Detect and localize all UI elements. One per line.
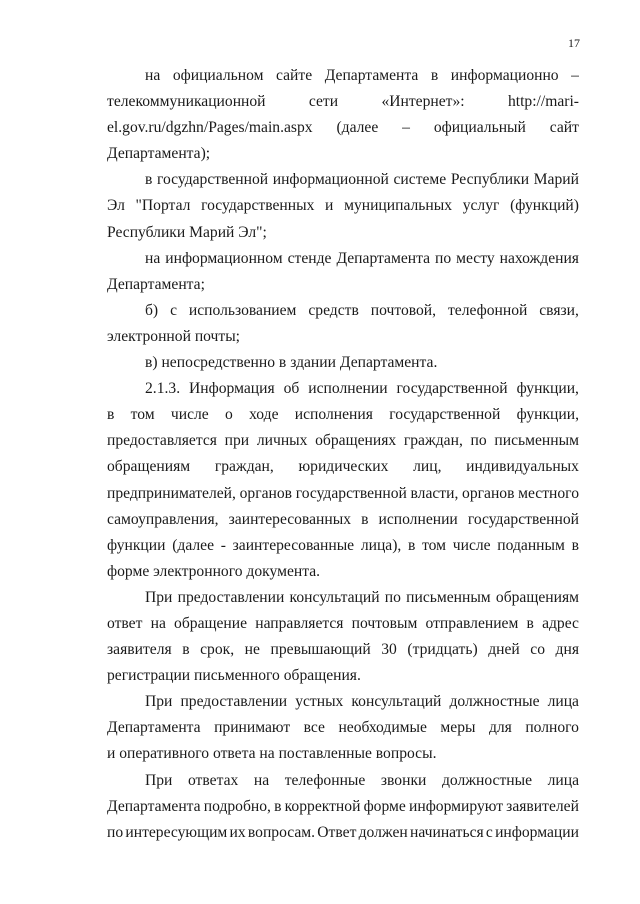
text-line: Департамента принимают все необходимые меры для полного [107,719,579,737]
text-line: и оперативного ответа на поставленные вопросы. [107,745,437,763]
text-line: в том числе о ходе исполнения государственной функции, [107,406,579,424]
page-number: 17 [568,36,580,50]
text-line: телекоммуникационной сети «Интернет»: http://mari- [107,93,579,111]
text-line: на официальном сайте Департамента в информационно – [145,67,579,84]
text-line: по интересующим их вопросам. Ответ должен начинаться с информации [107,823,579,841]
text-line: в государственной информационной системе Республики Марий [145,171,579,189]
text-line: 2.1.3. Информация об исполнении государственной функции, [145,380,579,398]
text-line: предоставляется при личных обращениях граждан, по письменным [107,432,579,450]
text-line: обращениям граждан, юридических лиц, индивидуальных [107,458,579,476]
text-line: Департамента; [107,275,205,293]
text-line: б) с использованием средств почтовой, телефонной связи, [145,301,579,319]
text-line: Эл "Портал государственных и муниципальных услуг (функций) [107,197,579,215]
document-body [107,63,579,846]
text-line: заявителя в срок, не превышающий 30 (тридцать) дней со дня [107,641,579,659]
text-line: При ответах на телефонные звонки должностные лица [145,771,579,789]
text-line: функции (далее - заинтересованные лица), в том числе поданным в [107,536,579,554]
text-line: el.gov.ru/dgzhn/Pages/main.aspx (далее – официальный сайт [107,119,579,137]
text-line: электронной почты; [107,327,241,345]
text-line: При предоставлении устных консультаций должностные лица [145,693,579,711]
text-line: форме электронного документа. [107,562,321,580]
text-line: ответ на обращение направляется почтовым отправлением в адрес [107,614,579,632]
text-line: предпринимателей, органов государственной власти, органов местного [107,484,579,502]
text-line: самоуправления, заинтересованных в исполнении государственной [107,510,579,528]
text-line: на информационном стенде Департамента по месту нахождения [145,249,579,267]
text-line: в) непосредственно в здании Департамента. [145,354,438,372]
text-line: регистрации письменного обращения. [107,667,361,685]
text-line: Департамента); [107,145,211,163]
text-line: Департамента подробно, в корректной форме информируют заявителей [107,797,579,815]
text-line: Республики Марий Эл"; [107,223,267,241]
text-line: При предоставлении консультаций по письменным обращениям [145,588,579,606]
